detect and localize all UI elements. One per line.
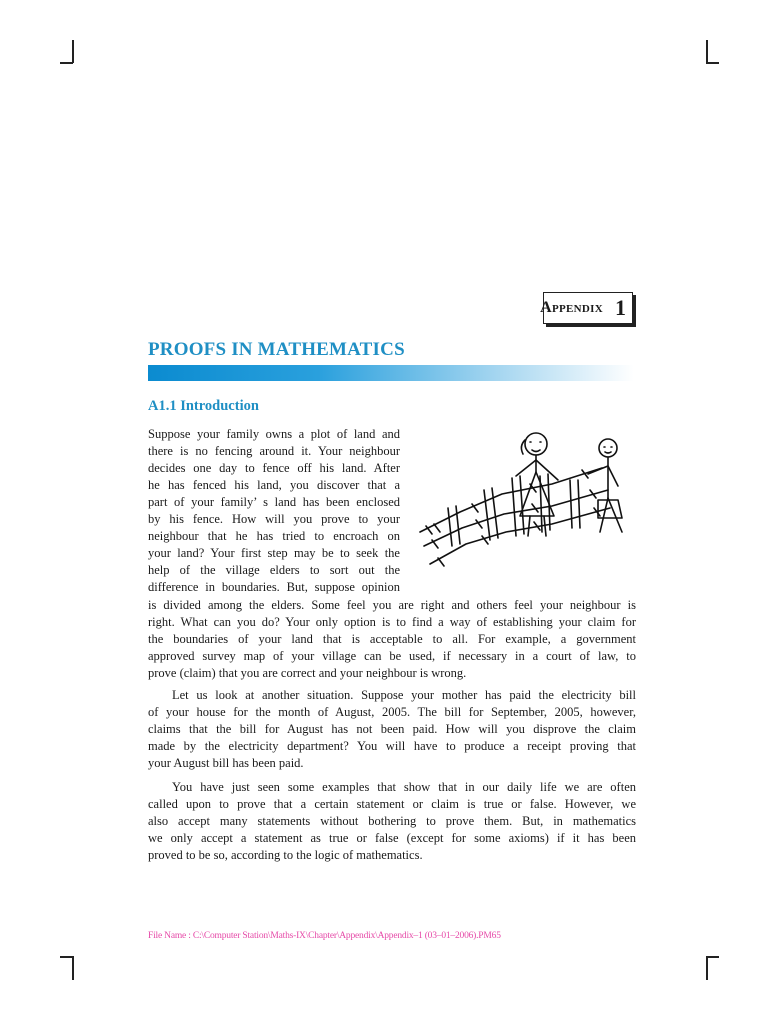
text-line: by his fence. How will you prove to your <box>148 512 400 526</box>
text-line: neighbour that he has tried to encroach on <box>148 529 400 543</box>
text-line: is divided among the elders. Some feel you are right and others feel your neighbour is <box>148 598 636 612</box>
crop-mark-bottom-right <box>706 956 708 980</box>
paragraph-3 <box>148 779 636 864</box>
appendix-number: 1 <box>615 295 626 320</box>
paragraph-1-continued <box>148 597 636 682</box>
crop-mark-bottom-left <box>72 956 74 980</box>
text-line: there is no fencing around it. Your neighbour <box>148 444 400 458</box>
text-line: of your house for the month of August, 2005. The bill for September, 2005, however, <box>148 705 636 719</box>
text-line: decides one day to fence off his land. After <box>148 461 400 475</box>
paragraph-2 <box>148 687 636 772</box>
file-name-footer: File Name : C:\Computer Station\Maths-IX\Chapter\Appendix\Appendix–1 (03–01–2006).PM65 <box>148 931 501 941</box>
text-line: approved survey map of your village can be used, if necessary in a court of law, to <box>148 649 636 663</box>
text-line: claims that the bill for August has not been paid. How will you disprove the claim <box>148 722 636 736</box>
fence-illustration <box>412 428 634 578</box>
title-gradient-bar <box>148 365 634 381</box>
text-line: the boundaries of your land that is acceptable to all. For example, a government <box>148 632 636 646</box>
crop-mark-top-left <box>72 40 74 63</box>
text-line: You have just seen some examples that show that in our daily life we are often <box>172 780 636 794</box>
crop-mark-top-left <box>60 62 73 64</box>
text-line: your August bill has been paid. <box>148 756 304 770</box>
text-line: Suppose your family owns a plot of land and <box>148 427 400 441</box>
text-line: difference in boundaries. But, suppose opinion <box>148 580 400 594</box>
chapter-title: PROOFS IN MATHEMATICS <box>148 339 405 360</box>
intro-paragraph <box>148 426 400 596</box>
text-line: made by the electricity department? You will have to produce a receipt proving that <box>148 739 636 753</box>
crop-mark-top-right <box>706 40 708 63</box>
text-line: proved to be so, according to the logic of mathematics. <box>148 848 423 862</box>
text-line: Let us look at another situation. Suppose your mother has paid the electricity bill <box>172 688 636 702</box>
appendix-badge <box>540 292 633 324</box>
text-line: right. What can you do? Your only option is to find a way of establishing your claim for <box>148 615 636 629</box>
text-line: we only accept a statement as true or false (except for some axioms) if it has been <box>148 831 636 845</box>
crop-mark-bottom-right <box>706 956 719 958</box>
text-line: he has fenced his land, you discover that a <box>148 478 400 492</box>
text-line: help of the village elders to sort out the <box>148 563 400 577</box>
text-line: your land? Your first step may be to seek the <box>148 546 400 560</box>
appendix-label: Appendix <box>540 299 603 316</box>
text-line: also accept many statements without bothering to prove them. But, in mathematics <box>148 814 636 828</box>
section-heading: A1.1 Introduction <box>148 398 259 414</box>
text-line: called upon to prove that a certain statement or claim is true or false. However, we <box>148 797 636 811</box>
text-line: part of your family’ s land has been enclosed <box>148 495 400 509</box>
crop-mark-top-right <box>706 62 719 64</box>
text-line: prove (claim) that you are correct and your neighbour is wrong. <box>148 666 467 680</box>
